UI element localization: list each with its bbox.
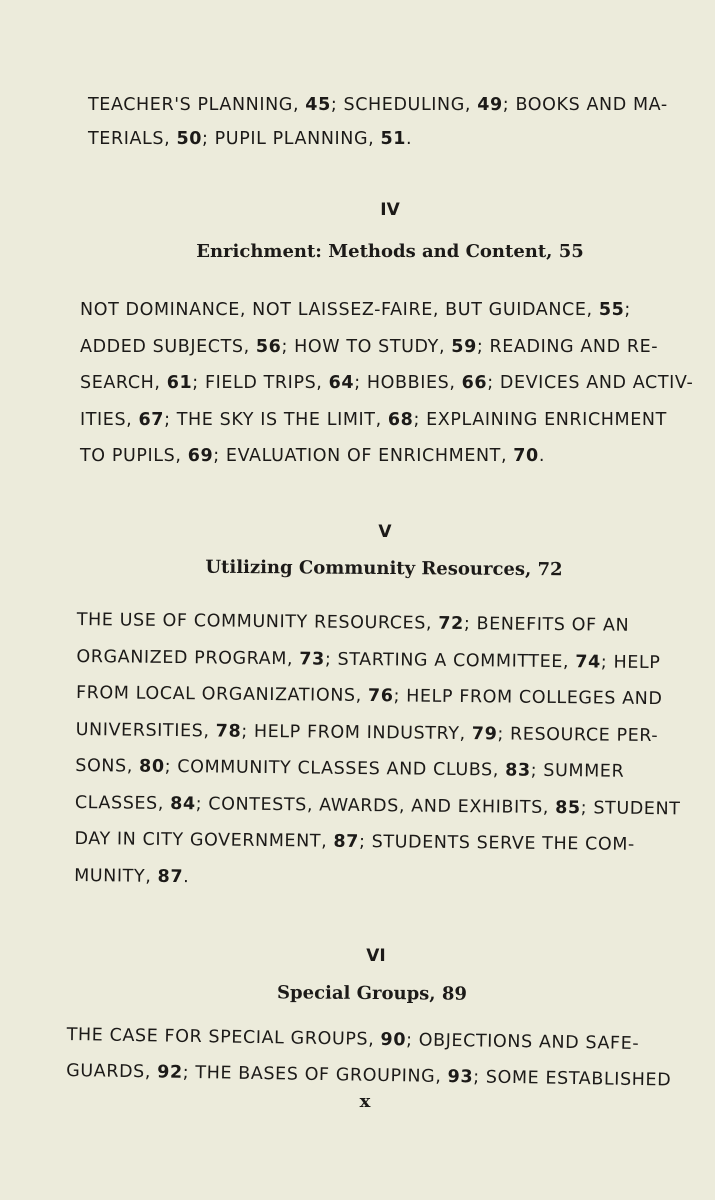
section-entries-v bbox=[74, 602, 694, 900]
page-number: x bbox=[359, 1091, 371, 1112]
section-entries-vi bbox=[66, 1017, 687, 1099]
toc-entry-line: ADDED SUBJECTS, 56; HOW TO STUDY, 59; READING AND RE- bbox=[80, 336, 659, 357]
toc-entry-line: TEACHER'S PLANNING, 45; SCHEDULING, 49; BOOKS AND MA- bbox=[88, 95, 668, 115]
toc-entry-line: GUARDS, 92; THE BASES OF GROUPING, 93; SOME ESTABLISHED bbox=[65, 1060, 672, 1091]
toc-entry-line: CLASSES, 84; CONTESTS, AWARDS, AND EXHIBITS, 85; STUDENT bbox=[74, 792, 681, 819]
toc-entry-line: NOT DOMINANCE, NOT LAISSEZ-FAIRE, BUT GUIDANCE, 55; bbox=[80, 300, 631, 320]
section-title-iv: Enrichment: Methods and Content, 55 bbox=[196, 241, 584, 262]
toc-entry-line: THE CASE FOR SPECIAL GROUPS, 90; OBJECTIONS AND SAFE- bbox=[66, 1024, 640, 1054]
toc-entry-line: DAY IN CITY GOVERNMENT, 87; STUDENTS SERVE THE COM- bbox=[74, 828, 635, 855]
toc-entry-line: TERIALS, 50; PUPIL PLANNING, 51. bbox=[88, 129, 413, 149]
continued-entries bbox=[88, 88, 700, 156]
toc-entry-line: SEARCH, 61; FIELD TRIPS, 64; HOBBIES, 66; DEVICES AND ACTIV- bbox=[80, 373, 694, 393]
toc-entry-line: SONS, 80; COMMUNITY CLASSES AND CLUBS, 83; SUMMER bbox=[75, 755, 625, 782]
toc-entry-line: ITIES, 67; THE SKY IS THE LIMIT, 68; EXPLAINING ENRICHMENT bbox=[80, 409, 667, 430]
toc-entry-line: THE USE OF COMMUNITY RESOURCES, 72; BENEFITS OF AN bbox=[76, 609, 630, 636]
toc-entry-line: TO PUPILS, 69; EVALUATION OF ENRICHMENT, 70. bbox=[80, 446, 546, 466]
toc-entry-line: FROM LOCAL ORGANIZATIONS, 76; HELP FROM COLLEGES AND bbox=[75, 682, 663, 710]
toc-entry-line: ORGANIZED PROGRAM, 73; STARTING A COMMITTEE, 74; HELP bbox=[76, 646, 661, 673]
section-entries-iv bbox=[80, 292, 702, 475]
section-numeral-v: V bbox=[378, 522, 392, 542]
toc-entry-line: MUNITY, 87. bbox=[74, 865, 190, 887]
section-numeral-iv: IV bbox=[380, 200, 400, 220]
section-title-vi: Special Groups, 89 bbox=[276, 982, 467, 1005]
section-title-v: Utilizing Community Resources, 72 bbox=[205, 556, 563, 581]
toc-entry-line: UNIVERSITIES, 78; HELP FROM INDUSTRY, 79; RESOURCE PER- bbox=[75, 719, 659, 746]
section-numeral-vi: VI bbox=[366, 946, 386, 966]
